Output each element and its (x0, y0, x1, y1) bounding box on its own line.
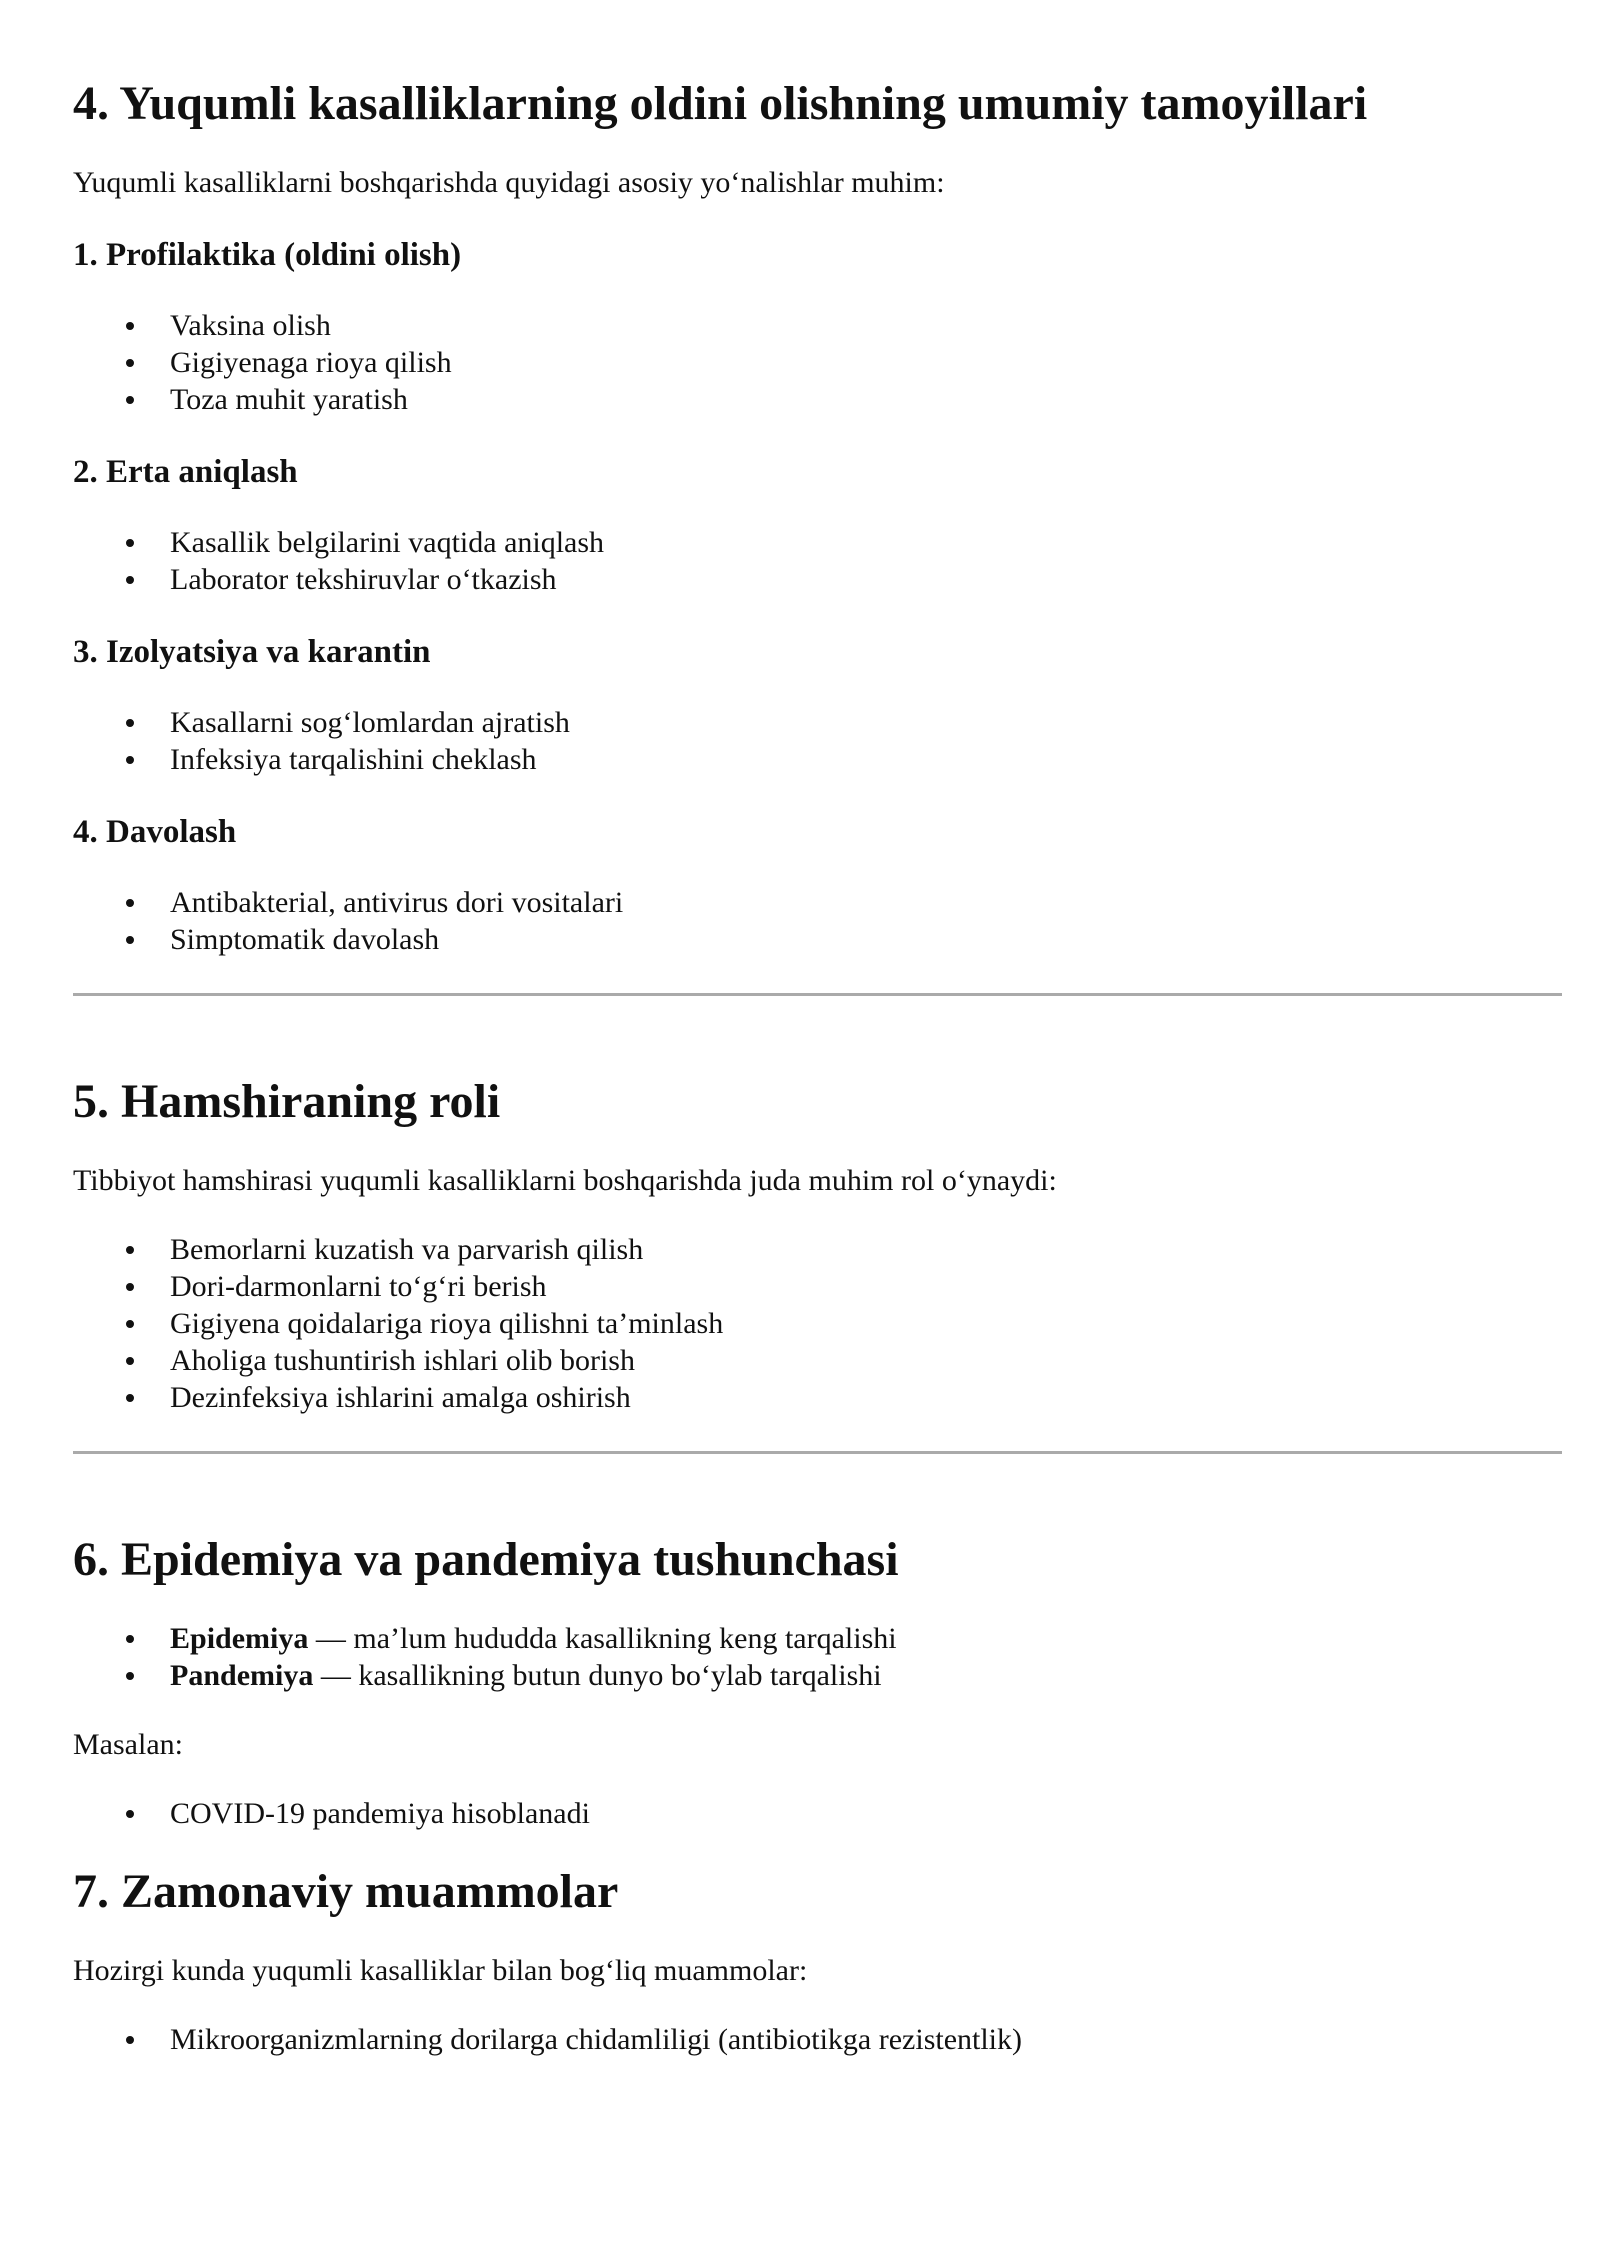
section-7-list (73, 2021, 1562, 2058)
list-item: Antibakterial, antivirus dori vositalari (170, 884, 1562, 921)
definition-text: — kasallikning butun dunyo bo‘ylab tarqalishi (313, 1659, 882, 1692)
subsection-1-title: 1. Profilaktika (oldini olish) (73, 237, 462, 273)
definition-text: — ma’lum hududda kasallikning keng tarqalishi (308, 1622, 897, 1655)
subsection-1-list (73, 307, 1562, 418)
list-item: Mikroorganizmlarning dorilarga chidamliligi (antibiotikga rezistentlik) (170, 2021, 1562, 2058)
section-4-intro: Yuqumli kasalliklarni boshqarishda quyidagi asosiy yo‘nalishlar muhim: (73, 166, 945, 199)
section-6-title: 6. Epidemiya va pandemiya tushunchasi (73, 1533, 899, 1586)
subsection-2-list (73, 524, 1562, 598)
subsection-4-list (73, 884, 1562, 958)
section-divider (73, 1451, 1562, 1454)
subsection-4-title: 4. Davolash (73, 814, 237, 850)
definition-term: Pandemiya (170, 1659, 314, 1692)
list-item: Dezinfeksiya ishlarini amalga oshirish (170, 1379, 1562, 1416)
list-item: Gigiyenaga rioya qilish (170, 344, 1562, 381)
subsection-3-list (73, 704, 1562, 778)
definition-item (170, 1657, 1562, 1694)
example-list (73, 1795, 1562, 1832)
list-item: Kasallarni sog‘lomlardan ajratish (170, 704, 1562, 741)
section-4-title: 4. Yuqumli kasalliklarning oldini olishning umumiy tamoyillari (73, 77, 1368, 130)
list-item: Vaksina olish (170, 307, 1562, 344)
subsection-2-title: 2. Erta aniqlash (73, 454, 298, 490)
definition-term: Epidemiya (170, 1622, 309, 1655)
subsection-3-title: 3. Izolyatsiya va karantin (73, 634, 431, 670)
section-divider (73, 993, 1562, 996)
definition-item (170, 1620, 1562, 1657)
section-5-list (73, 1231, 1562, 1416)
section-7-intro: Hozirgi kunda yuqumli kasalliklar bilan bog‘liq muammolar: (73, 1954, 808, 1987)
list-item: Aholiga tushuntirish ishlari olib borish (170, 1342, 1562, 1379)
list-item: Toza muhit yaratish (170, 381, 1562, 418)
list-item: Kasallik belgilarini vaqtida aniqlash (170, 524, 1562, 561)
list-item: Simptomatik davolash (170, 921, 1562, 958)
list-item: Dori-darmonlarni to‘g‘ri berish (170, 1268, 1562, 1305)
example-label: Masalan: (73, 1728, 183, 1761)
list-item: COVID-19 pandemiya hisoblanadi (170, 1795, 1562, 1832)
list-item: Bemorlarni kuzatish va parvarish qilish (170, 1231, 1562, 1268)
list-item: Gigiyena qoidalariga rioya qilishni ta’minlash (170, 1305, 1562, 1342)
list-item: Laborator tekshiruvlar o‘tkazish (170, 561, 1562, 598)
list-item: Infeksiya tarqalishini cheklash (170, 741, 1562, 778)
definition-list (73, 1620, 1562, 1694)
section-5-intro: Tibbiyot hamshirasi yuqumli kasalliklarni boshqarishda juda muhim rol o‘ynaydi: (73, 1164, 1057, 1197)
section-5-title: 5. Hamshiraning roli (73, 1075, 501, 1128)
section-7-title: 7. Zamonaviy muammolar (73, 1865, 619, 1918)
